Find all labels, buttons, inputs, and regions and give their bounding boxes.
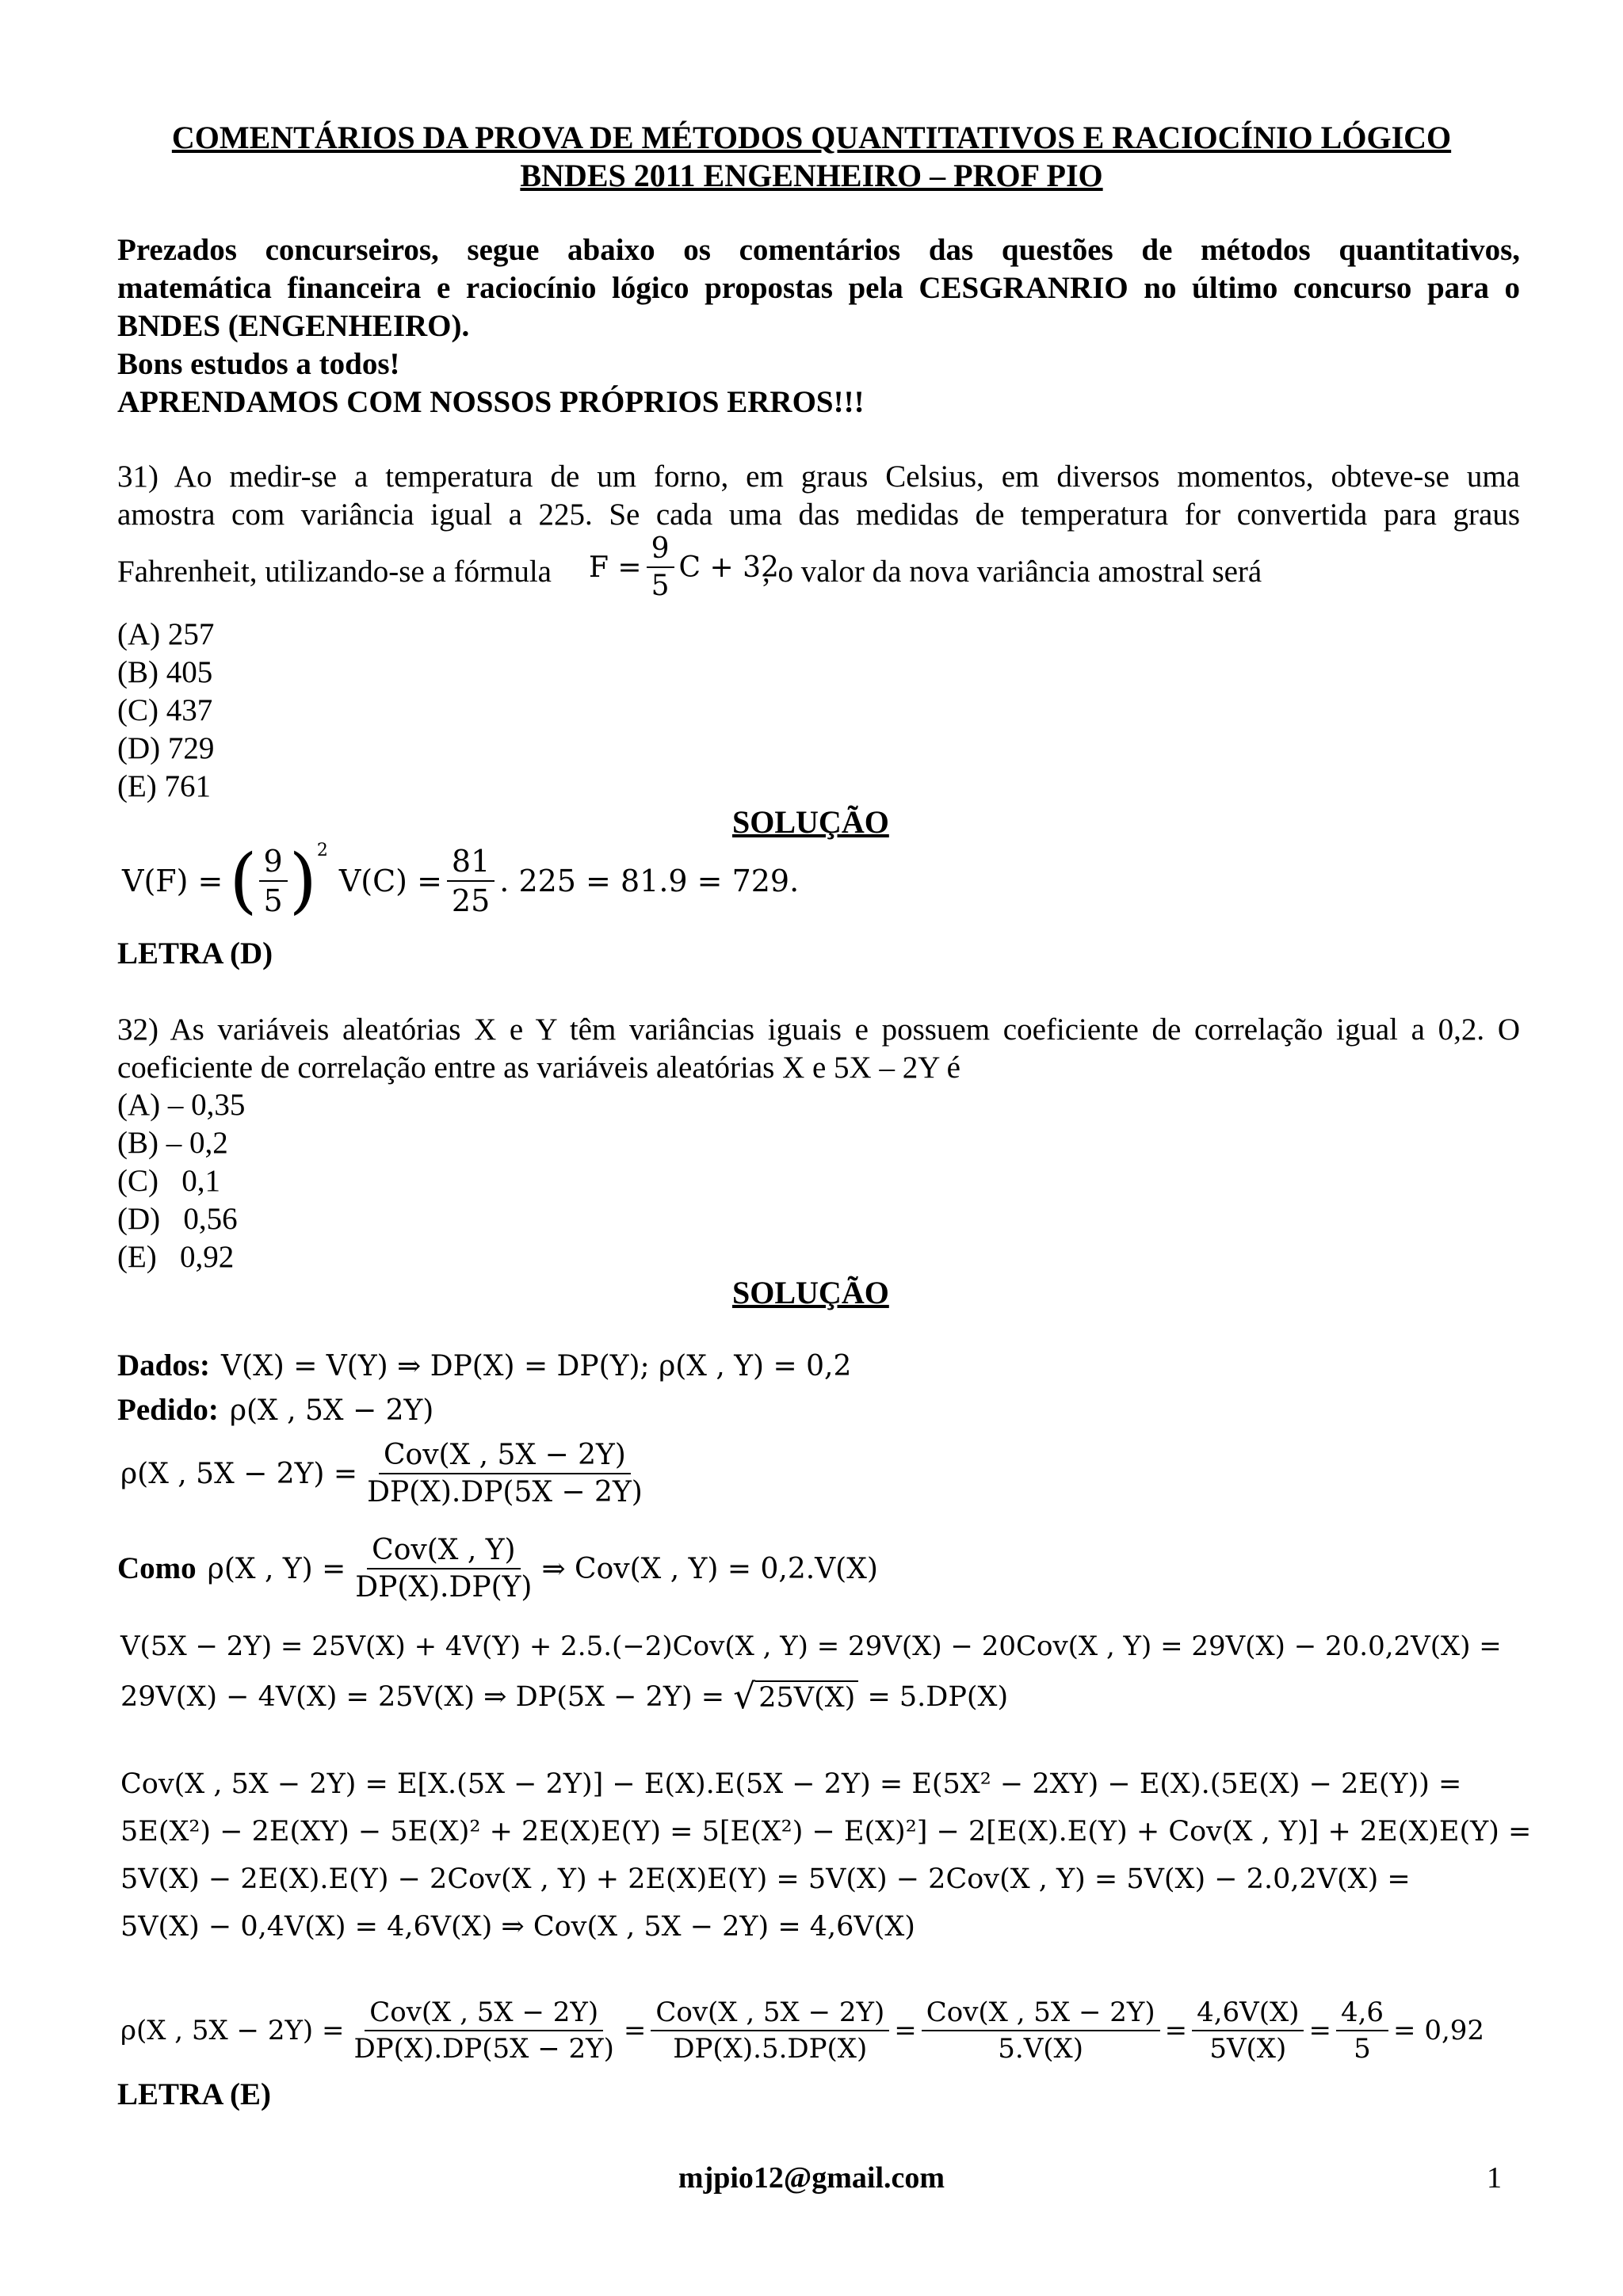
fraction xyxy=(922,1997,1160,2065)
paren-open: ( xyxy=(229,839,258,922)
fraction xyxy=(1192,1997,1304,2065)
solution-31-equation xyxy=(122,839,800,922)
equals-sign: = xyxy=(623,2015,647,2046)
como-label: Como xyxy=(117,1551,197,1585)
fraction-numerator: 81 xyxy=(447,844,495,882)
option-e: (E) 0,92 xyxy=(117,1240,235,1274)
fraction-numerator: 4,6 xyxy=(1336,1997,1388,2031)
pedido-label: Pedido: xyxy=(117,1393,219,1427)
fraction-numerator: Cov(X , 5X − 2Y) xyxy=(379,1439,631,1474)
covariance-line: 5V(X) − 2E(X).E(Y) − 2Cov(X , Y) + 2E(X)E(Y) = 5V(X) − 2Cov(X , Y) = 5V(X) − 2.0,2V(X) = xyxy=(120,1863,1411,1895)
final-equation xyxy=(120,1997,1484,2065)
intro-line: BNDES (ENGENHEIRO). xyxy=(117,309,470,343)
equals-sign: = xyxy=(894,2015,917,2046)
fraction-numerator: 4,6V(X) xyxy=(1192,1997,1304,2031)
fraction xyxy=(647,532,674,602)
fraction-numerator: Cov(X , 5X − 2Y) xyxy=(365,1997,603,2031)
footer-email: mjpio12@gmail.com xyxy=(678,2161,945,2195)
equation-text: V(F) = xyxy=(122,864,223,898)
fraction xyxy=(1336,1997,1388,2065)
equation-text: ⇒ Cov(X , Y) = 0,2.V(X) xyxy=(541,1552,878,1585)
answer-31: LETRA (D) xyxy=(117,936,273,971)
option-a: (A) – 0,35 xyxy=(117,1088,246,1122)
sqrt-radicand: 25V(X) xyxy=(755,1680,858,1714)
paren-close: ) xyxy=(288,839,317,922)
option-b: (B) 405 xyxy=(117,655,213,689)
intro-line: Bons estudos a todos! xyxy=(117,347,400,381)
exponent: 2 xyxy=(316,841,328,860)
option-b: (B) – 0,2 xyxy=(117,1126,228,1160)
intro-line: APRENDAMOS COM NOSSOS PRÓPRIOS ERROS!!! xyxy=(117,385,865,419)
sqrt-icon: √ xyxy=(733,1676,756,1717)
option-d: (D) 729 xyxy=(117,731,215,765)
variance-line: V(5X − 2Y) = 25V(X) + 4V(Y) + 2.5.(−2)Cov(X , Y) = 29V(X) − 20Cov(X , Y) = 29V(X) − 20.0,2V(X) = xyxy=(120,1630,1502,1662)
pedido-line xyxy=(117,1391,433,1429)
option-d: (D) 0,56 xyxy=(117,1202,238,1236)
dados-line xyxy=(117,1347,851,1385)
intro-line: Prezados concurseiros, segue abaixo os comentários das questões de métodos quantitativos, xyxy=(117,233,1520,267)
fraction-denominator: 5V(X) xyxy=(1209,2033,1287,2065)
fraction-denominator: 25 xyxy=(451,883,491,918)
rho-definition xyxy=(120,1439,652,1508)
equation-text: V(C) = xyxy=(338,864,442,898)
equation-text: ρ(X , 5X − 2Y) = xyxy=(120,2015,345,2046)
answer-32: LETRA (E) xyxy=(117,2077,271,2111)
fraction-numerator: Cov(X , 5X − 2Y) xyxy=(651,1997,889,2031)
dados-label: Dados: xyxy=(117,1348,211,1383)
equation-text: ρ(X , 5X − 2Y) = xyxy=(120,1457,358,1490)
fraction-denominator: DP(X).DP(5X − 2Y) xyxy=(353,2033,614,2065)
fraction-numerator: 9 xyxy=(647,532,674,568)
fraction-denominator: DP(X).DP(Y) xyxy=(355,1571,533,1604)
fahrenheit-formula xyxy=(589,532,779,602)
formula-text: F = xyxy=(589,551,642,584)
covariance-line: Cov(X , 5X − 2Y) = E[X.(5X − 2Y)] − E(X).E(5X − 2Y) = E(5X² − 2XY) − E(X).(5E(X) − 2E(Y)) = xyxy=(120,1768,1462,1800)
equation-text: ρ(X , Y) = xyxy=(207,1552,346,1585)
question-31-text: Fahrenheit, utilizando-se a fórmula xyxy=(117,555,552,589)
fraction xyxy=(349,1997,618,2065)
question-31-text: , o valor da nova variância amostral será xyxy=(762,555,1262,589)
fraction-denominator: 5 xyxy=(1354,2033,1371,2065)
fraction xyxy=(651,1997,889,2065)
solution-heading: SOLUÇÃO xyxy=(732,804,889,840)
equation-text: ρ(X , 5X − 2Y) xyxy=(229,1394,434,1427)
equation-text: V(X) = V(Y) ⇒ DP(X) = DP(Y); ρ(X , Y) = 0,2 xyxy=(221,1350,852,1383)
equation-text: 29V(X) − 4V(X) = 25V(X) ⇒ DP(5X − 2Y) = xyxy=(120,1681,734,1713)
page-number: 1 xyxy=(1487,2161,1502,2195)
fraction-denominator: DP(X).DP(5X − 2Y) xyxy=(367,1476,643,1508)
fraction-numerator: Cov(X , Y) xyxy=(367,1534,520,1569)
equation-text: = 0,92 xyxy=(1393,2015,1485,2046)
fraction xyxy=(362,1439,647,1508)
question-32-text: coeficiente de correlação entre as variáveis aleatórias X e 5X – 2Y é xyxy=(117,1051,960,1085)
solution-heading: SOLUÇÃO xyxy=(732,1275,889,1310)
fraction-denominator: DP(X).5.DP(X) xyxy=(673,2033,868,2065)
fraction-numerator: 9 xyxy=(259,844,288,882)
question-31-text: 31) Ao medir-se a temperatura de um forno, em graus Celsius, em diversos momentos, obteve-se uma xyxy=(117,460,1520,494)
covariance-line: 5V(X) − 0,4V(X) = 4,6V(X) ⇒ Cov(X , 5X − 2Y) = 4,6V(X) xyxy=(120,1911,915,1943)
formula-text: C + 32 xyxy=(678,551,779,584)
question-31-text: amostra com variância igual a 225. Se cada uma das medidas de temperatura for convertida para graus xyxy=(117,498,1520,532)
document-subtitle: BNDES 2011 ENGENHEIRO – PROF PIO xyxy=(520,158,1103,193)
como-line xyxy=(117,1534,878,1604)
fraction xyxy=(259,844,288,918)
fraction xyxy=(447,844,495,918)
option-c: (C) 0,1 xyxy=(117,1164,220,1198)
fraction-denominator: 5 xyxy=(651,570,670,602)
equals-sign: = xyxy=(1164,2015,1188,2046)
equation-text: . 225 = 81.9 = 729. xyxy=(499,864,800,898)
option-e: (E) 761 xyxy=(117,769,212,803)
variance-line xyxy=(120,1676,1009,1717)
option-c: (C) 437 xyxy=(117,693,213,727)
fraction xyxy=(350,1534,537,1604)
equals-sign: = xyxy=(1308,2015,1331,2046)
fraction-denominator: 5 xyxy=(263,883,283,918)
document-title: COMENTÁRIOS DA PROVA DE MÉTODOS QUANTITATIVOS E RACIOCÍNIO LÓGICO xyxy=(171,120,1452,155)
equation-text: = 5.DP(X) xyxy=(858,1681,1009,1713)
fraction-numerator: Cov(X , 5X − 2Y) xyxy=(922,1997,1160,2031)
fraction-denominator: 5.V(X) xyxy=(998,2033,1084,2065)
question-32-text: 32) As variáveis aleatórias X e Y têm variâncias iguais e possuem coeficiente de correlação igual a 0,2. O xyxy=(117,1013,1520,1047)
intro-line: matemática financeira e raciocínio lógico propostas pela CESGRANRIO no último concurso para o xyxy=(117,271,1520,305)
covariance-line: 5E(X²) − 2E(XY) − 5E(X)² + 2E(X)E(Y) = 5[E(X²) − E(X)²] − 2[E(X).E(Y) + Cov(X , Y)] + 2E(X)E(Y) = xyxy=(120,1816,1532,1848)
option-a: (A) 257 xyxy=(117,617,215,651)
